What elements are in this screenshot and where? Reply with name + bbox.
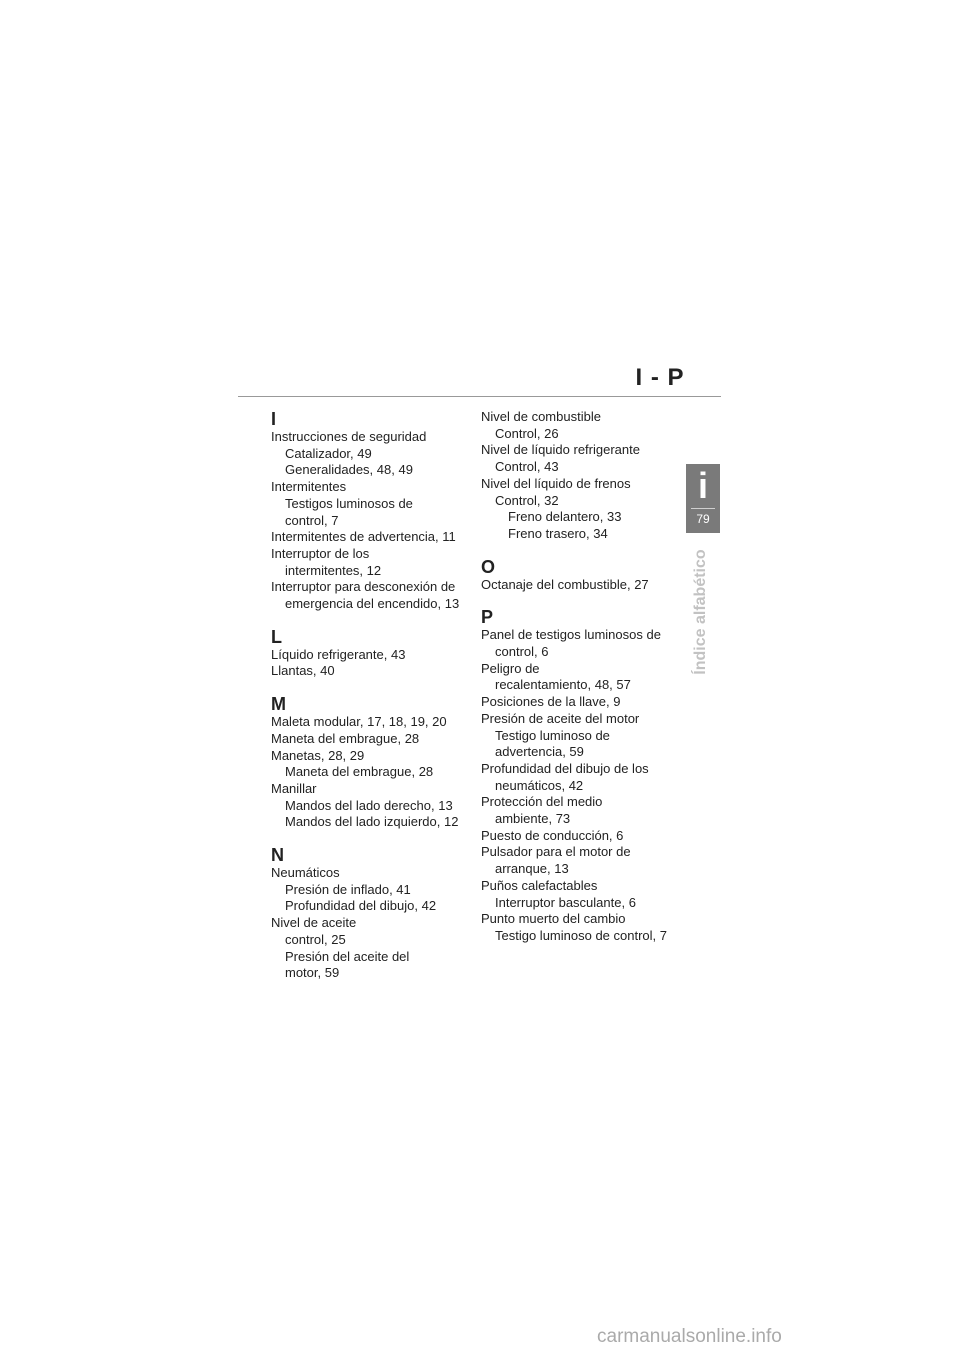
index-entry: Nivel del líquido de frenos <box>481 475 631 491</box>
index-entry: Neumáticos <box>271 865 340 881</box>
index-subentry: Catalizador, 49 <box>285 445 372 461</box>
index-entry: Posiciones de la llave, 9 <box>481 694 621 710</box>
index-subentry: Control, 26 <box>495 425 559 441</box>
index-subentry: Maneta del embrague, 28 <box>285 764 434 780</box>
index-entry: Intermitentes de advertencia, 11 <box>271 529 456 545</box>
index-subentry: intermitentes, 12 <box>285 562 382 578</box>
section-letter-p: P <box>481 607 494 628</box>
page-title: I - P <box>635 364 685 391</box>
index-subentry: Profundidad del dibujo, 42 <box>285 898 437 914</box>
index-subentry: control, 25 <box>285 931 346 947</box>
index-subentry: advertencia, 59 <box>495 744 584 760</box>
index-subentry: Control, 43 <box>495 459 559 475</box>
index-entry: Protección del medio <box>481 794 603 810</box>
watermark: carmanualsonline.info <box>597 1326 782 1347</box>
section-letter-l: L <box>271 626 282 647</box>
index-entry: Interruptor de los <box>271 545 370 561</box>
index-entry: Puesto de conducción, 6 <box>481 827 624 843</box>
index-entry: Interruptor para desconexión de <box>271 579 456 595</box>
index-column-right <box>481 409 686 945</box>
section-letter-n: N <box>271 845 284 866</box>
index-entry: Intermitentes <box>271 479 347 495</box>
index-entry: Instrucciones de seguridad <box>271 429 427 444</box>
section-letter-o: O <box>481 556 496 577</box>
section-letter-m: M <box>271 694 286 715</box>
info-icon: i <box>697 465 708 506</box>
index-subentry: emergencia del encendido, 13 <box>285 596 460 612</box>
index-subentry: control, 7 <box>285 512 339 528</box>
index-entry: Presión de aceite del motor <box>481 710 640 726</box>
index-subentry: arranque, 13 <box>495 861 569 877</box>
index-subentry: Interruptor basculante, 6 <box>495 894 636 910</box>
page-number: 79 <box>691 508 715 529</box>
index-entry: Manetas, 28, 29 <box>271 747 365 763</box>
index-subentry: neumáticos, 42 <box>495 777 584 793</box>
index-entry: Panel de testigos luminosos de <box>481 627 661 643</box>
index-entry: Maleta modular, 17, 18, 19, 20 <box>271 714 447 730</box>
index-entry: Punto muerto del cambio <box>481 911 626 927</box>
index-entry: Pulsador para el motor de <box>481 844 631 860</box>
index-entry: Manillar <box>271 780 317 796</box>
index-column-left <box>271 409 476 982</box>
index-entry: Octanaje del combustible, 27 <box>481 576 649 592</box>
index-entry: Nivel de aceite <box>271 915 357 931</box>
index-subentry: ambiente, 73 <box>495 811 571 827</box>
index-subentry: Testigo luminoso de control, 7 <box>495 927 667 943</box>
index-subentry: Presión de inflado, 41 <box>285 881 411 897</box>
index-subsubentry: Freno trasero, 34 <box>508 525 608 541</box>
index-subentry: control, 6 <box>495 644 549 660</box>
index-subentry: Testigos luminosos de <box>285 495 413 511</box>
index-subentry: Testigo luminoso de <box>495 727 610 743</box>
index-subentry: Generalidades, 48, 49 <box>285 462 413 478</box>
index-subentry: motor, 59 <box>285 965 340 981</box>
index-entry: Líquido refrigerante, 43 <box>271 646 406 662</box>
index-entry: Peligro de <box>481 660 540 676</box>
index-entry: Profundidad del dibujo de los <box>481 760 649 776</box>
index-entry: Maneta del embrague, 28 <box>271 730 420 746</box>
section-letter-i: I <box>271 409 277 429</box>
chapter-side-label: Índice alfabético <box>692 549 709 675</box>
index-entry: Llantas, 40 <box>271 663 335 679</box>
index-subentry: Control, 32 <box>495 492 559 508</box>
index-entry: Puños calefactables <box>481 877 598 893</box>
index-subentry: recalentamiento, 48, 57 <box>495 677 631 693</box>
index-subsubentry: Freno delantero, 33 <box>508 509 622 525</box>
index-entry: Nivel de combustible <box>481 409 601 424</box>
index-entry: Nivel de líquido refrigerante <box>481 442 640 458</box>
index-subentry: Mandos del lado derecho, 13 <box>285 797 453 813</box>
index-subentry: Presión del aceite del <box>285 948 410 964</box>
header-divider <box>238 396 721 397</box>
index-subentry: Mandos del lado izquierdo, 12 <box>285 814 459 830</box>
